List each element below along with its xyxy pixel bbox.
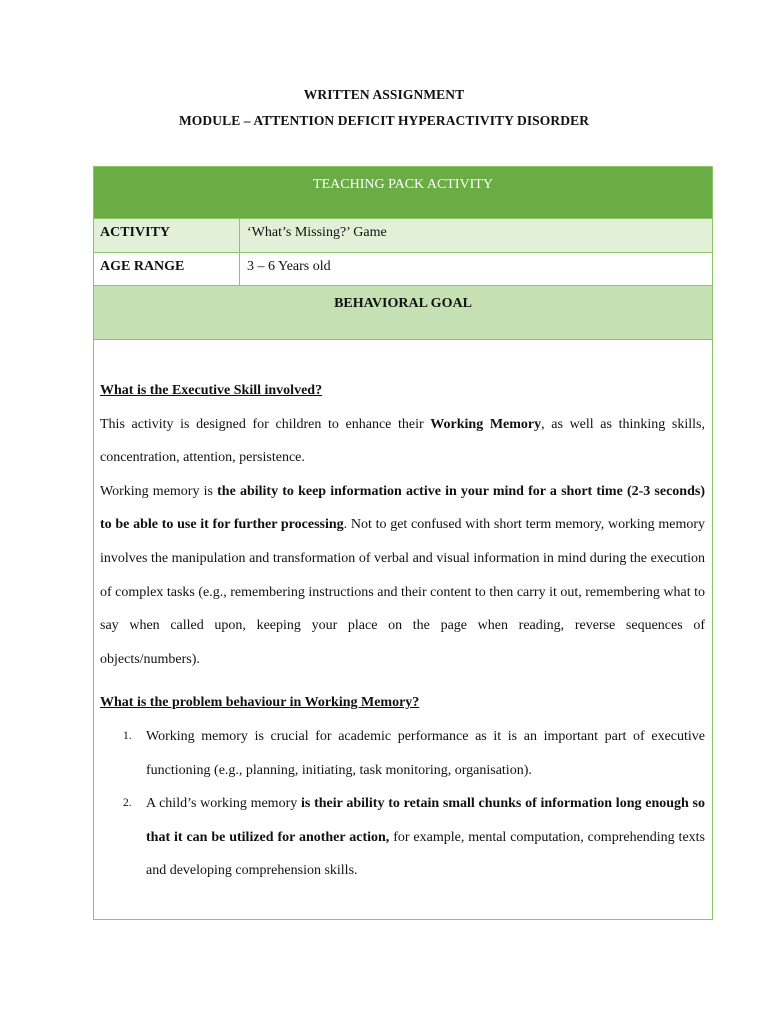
age-range-value: 3 – 6 Years old bbox=[247, 259, 331, 274]
bold-text: is their ability to retain small chunks of information long enough so that it can be utilized for another action, bbox=[146, 796, 705, 845]
paragraph-text: . Not to get confused with short term memory, working memory involves the manipulation and transformation of verbal and visual information in mind during the execution of complex tasks (e.g., remembering instructions and their content to then carry it out, remembering what to say when called upon, keeping your place on the page when reading, reverse sequences of objects/numbers). bbox=[100, 517, 705, 667]
list-number: 1. bbox=[123, 729, 132, 742]
list-number: 2. bbox=[123, 797, 132, 810]
activity-label: ACTIVITY bbox=[94, 219, 240, 252]
section-heading-executive-skill: What is the Executive Skill involved? bbox=[100, 383, 323, 398]
bold-text: the ability to keep information active in your mind for a short time (2-3 seconds) to be able to use it for further processing bbox=[100, 483, 705, 533]
age-range-label: AGE RANGE bbox=[94, 253, 240, 285]
table-title: TEACHING PACK ACTIVITY bbox=[313, 177, 493, 192]
goal-content-cell bbox=[94, 339, 712, 919]
list-item-text: Working memory is crucial for academic performance as it is an important part of executive functioning (e.g., planning, initiating, task monitoring, organisation). bbox=[146, 728, 705, 778]
list-item bbox=[100, 787, 705, 888]
list-item-text: A child’s working memory bbox=[146, 796, 301, 812]
table-title-row bbox=[94, 167, 712, 218]
paragraph-text: This activity is designed for children to enhance their bbox=[100, 416, 431, 432]
paragraph-working-memory-definition bbox=[100, 475, 705, 677]
teaching-pack-table bbox=[93, 166, 713, 920]
age-range-row bbox=[94, 252, 712, 285]
list-item-text: for example, mental computation, comprehending texts and developing comprehension skills. bbox=[146, 829, 706, 879]
section-heading-problem-behaviour: What is the problem behaviour in Working Memory? bbox=[100, 695, 420, 711]
paragraph-text: Working memory is bbox=[100, 483, 218, 499]
paragraph-text: , as well as thinking skills, concentration, attention, persistence. bbox=[100, 416, 705, 466]
behavioral-goal-heading: BEHAVIORAL GOAL bbox=[334, 296, 472, 311]
behavioral-goal-row bbox=[94, 285, 712, 339]
activity-value: ‘What’s Missing?’ Game bbox=[247, 225, 387, 240]
activity-row bbox=[94, 218, 712, 252]
list-item bbox=[100, 720, 705, 787]
document-title: WRITTEN ASSIGNMENT bbox=[303, 87, 465, 102]
bold-text: Working Memory bbox=[430, 416, 542, 432]
paragraph-activity-description bbox=[100, 408, 705, 475]
module-title: MODULE – ATTENTION DEFICIT HYPERACTIVITY DISORDER bbox=[178, 113, 590, 128]
numbered-list bbox=[100, 720, 705, 888]
